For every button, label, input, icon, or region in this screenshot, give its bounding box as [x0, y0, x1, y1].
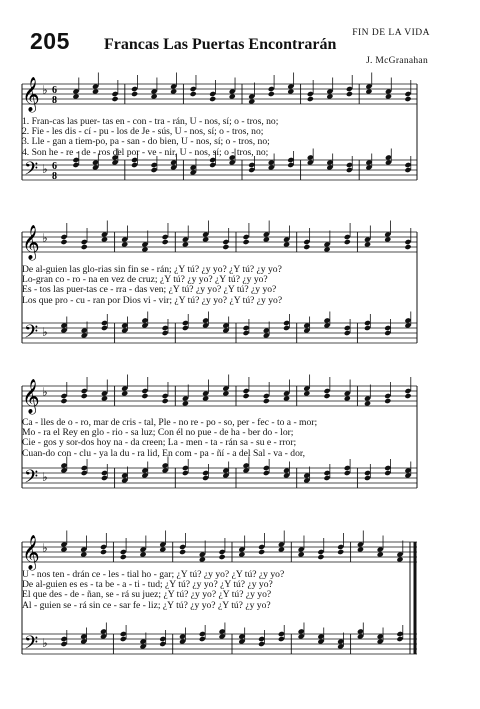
notehead — [404, 244, 411, 250]
flat-icon: ♭ — [42, 83, 48, 97]
flat-icon: ♭ — [42, 162, 48, 176]
notehead — [337, 549, 344, 555]
lyric-line: Cuan-do con - clu - ya la du - ra lid, En com - pa - ñí - a del Sal - va - dor, — [22, 448, 306, 459]
notehead — [162, 239, 169, 245]
notehead — [268, 91, 275, 97]
notehead — [243, 393, 250, 399]
treble-clef-icon: 𝄞 — [22, 535, 40, 570]
notehead — [81, 244, 88, 250]
time-signature-treble: 6 — [52, 85, 57, 96]
notehead — [60, 239, 67, 245]
lyric-line: El que des - de - ñan, se - rá su juez; ¿Y tú? ¿y yo? ¿Y tú? ¿y yo? — [22, 590, 272, 601]
notehead — [219, 554, 226, 560]
notehead — [111, 96, 118, 102]
lyric-line: 2. Fie - les dis - cí - pu - los de Je - sús, U - nos, sí; o - tros, no; — [22, 127, 264, 138]
treble-notes — [72, 73, 411, 105]
notehead — [344, 239, 351, 245]
hymn-title: Francas Las Puertas Encontrarán — [104, 36, 337, 53]
section-heading: FIN DE LA VIDA — [352, 28, 430, 38]
notehead — [346, 91, 353, 97]
lyric-line: 4. Son he - re - de - ros del por - ve - nir, U - nos, sí; o - tros, no; — [22, 147, 269, 158]
bass-clef-icon: 𝄢 — [24, 633, 39, 658]
hymn-number: 205 — [30, 28, 70, 54]
lyric-line: Mo - ra el Rey en glo - rio - sa luz; Con él no pue - de ha - ber do - lor; — [22, 428, 294, 439]
treble-notes — [60, 531, 403, 563]
notehead — [81, 393, 88, 399]
notehead — [263, 398, 270, 404]
flat-icon: ♭ — [42, 636, 48, 650]
treble-clef-icon: 𝄞 — [22, 225, 40, 260]
flat-icon: ♭ — [42, 541, 48, 555]
lyric-line: Es - tos las puer-tas ce - rra - das ven; ¿Y tú? ¿y yo? ¿Y tú? ¿y yo? — [22, 285, 277, 296]
notehead — [141, 393, 148, 399]
notehead — [131, 91, 138, 97]
lyric-line: Lo-gran co - ro - na en vez de cruz; ¿Y tú? ¿y yo? ¿Y tú? ¿y yo? — [22, 275, 268, 286]
treble-notes — [60, 221, 411, 253]
lyrics-block-1 — [22, 117, 417, 158]
notehead — [209, 96, 216, 102]
lyric-line: Ca - lles de o - ro, mar de cris - tal, Ple - no re - po - so, per - fec - to a - mor; — [22, 418, 318, 428]
lyric-line: Cie - gos y sor-dos hoy na - da creen; La - men - ta - rán sa - su e - rror; — [22, 438, 297, 449]
bass-clef-icon: 𝄢 — [24, 467, 39, 492]
notehead — [60, 398, 67, 404]
notehead — [404, 96, 411, 102]
lyric-line: Al - guien se - rá sin ce - sar fe - liz; ¿Y tú? ¿y yo? ¿Y tú? ¿y yo? — [22, 600, 271, 611]
time-signature-bass: 8 — [52, 171, 57, 182]
treble-notes — [60, 375, 411, 407]
lyric-line: Los que pro - cu - ran por Dios vi - vir; ¿Y tú? ¿y yo? ¿Y tú? ¿y yo? — [22, 295, 283, 306]
notehead — [258, 549, 265, 555]
notehead — [323, 393, 330, 399]
flat-icon: ♭ — [42, 231, 48, 245]
flat-icon: ♭ — [42, 470, 48, 484]
lyrics-block-4 — [22, 570, 417, 611]
time-signature-treble: 8 — [52, 95, 57, 106]
lyric-line: 1. Fran-cas las puer- tas en - con - tra - rán, U - nos, sí; o - tros, no; — [22, 117, 279, 127]
flat-icon: ♭ — [42, 385, 48, 399]
treble-clef-icon: 𝄞 — [22, 77, 40, 112]
bass-clef-icon: 𝄢 — [24, 322, 39, 347]
bass-staff — [22, 160, 417, 180]
treble-staff — [22, 84, 417, 104]
lyrics-block-2 — [22, 265, 417, 306]
treble-clef-icon: 𝄞 — [22, 379, 40, 414]
notehead — [222, 244, 229, 250]
lyric-line: U - nos ten - drán ce - les - tial ho - gar; ¿Y tú? ¿y yo? ¿Y tú? ¿y yo? — [22, 570, 285, 580]
notehead — [404, 393, 411, 399]
composer-credit: J. McGranahan — [366, 56, 428, 66]
notehead — [100, 549, 107, 555]
lyric-line: De al-guien es es - ta be - a - ti - tud; ¿Y tú? ¿y yo? ¿Y tú? ¿y yo? — [22, 580, 273, 591]
bass-clef-icon: 𝄢 — [24, 159, 39, 184]
notehead — [162, 398, 169, 404]
notehead — [384, 398, 391, 404]
notehead — [307, 96, 314, 102]
notehead — [120, 554, 127, 560]
notehead — [179, 549, 186, 555]
notehead — [243, 239, 250, 245]
notehead — [303, 244, 310, 250]
flat-icon: ♭ — [42, 325, 48, 339]
notehead — [190, 91, 197, 97]
lyric-line: De al-guien las glo-rias sin fin se - rán; ¿Y tú? ¿y yo? ¿Y tú? ¿y yo? — [22, 265, 282, 275]
lyrics-block-3 — [22, 418, 417, 459]
lyric-line: 3. Lle - gan a tiem-po, pa - san - do bien, U - nos, sí; o - tros, no; — [22, 137, 270, 148]
time-signature-bass: 6 — [52, 161, 57, 172]
notehead — [317, 554, 324, 560]
